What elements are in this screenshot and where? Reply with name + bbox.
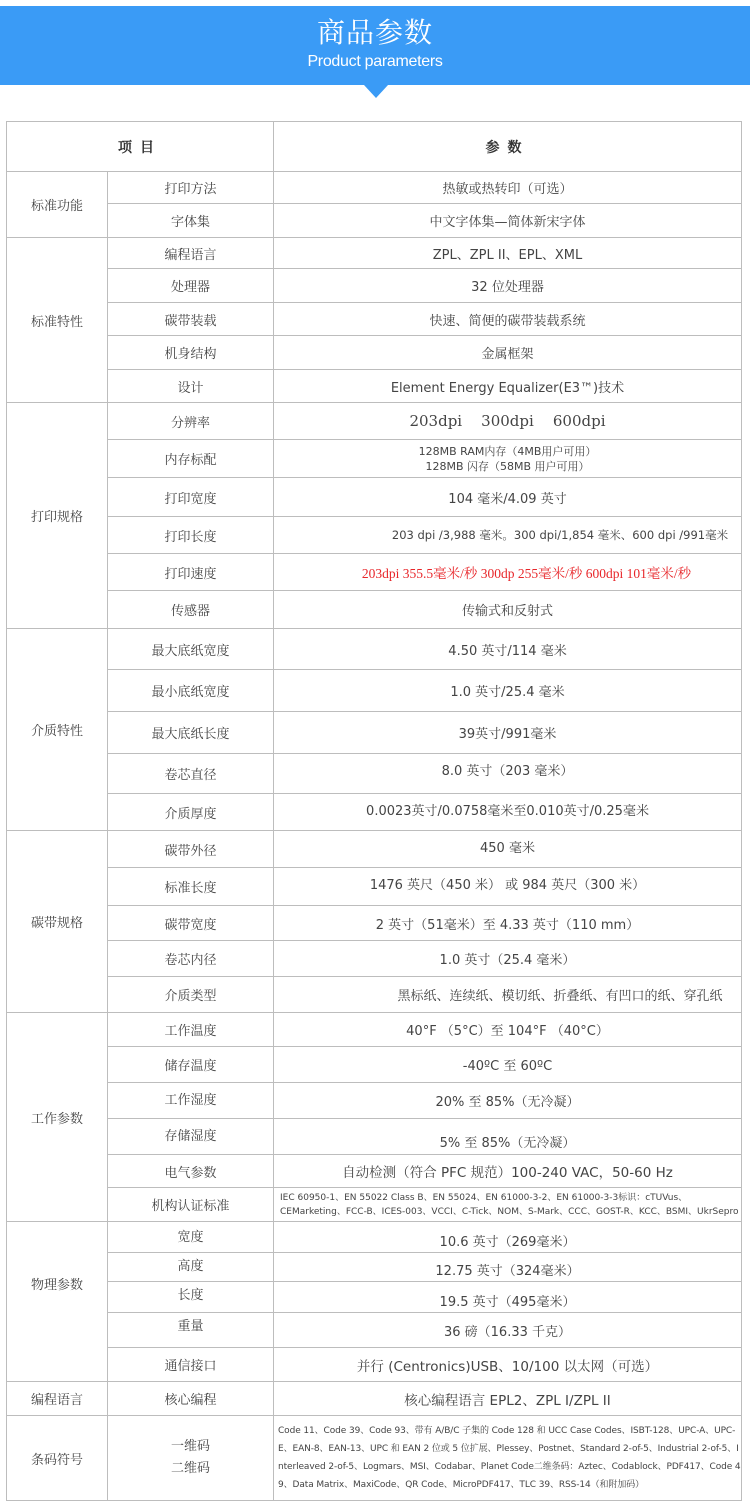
value-cell: 10.6 英寸（269毫米） — [274, 1222, 742, 1253]
item-cell: 传感器 — [108, 591, 274, 629]
category-cell: 碳带规格 — [7, 831, 108, 1013]
value-cell: 19.5 英寸（495毫米） — [274, 1282, 742, 1313]
item-cell: 高度 — [108, 1253, 274, 1282]
table-row — [7, 303, 742, 336]
item-cell: 碳带宽度 — [108, 906, 274, 941]
value-cell — [274, 440, 742, 478]
banner-title: 商品参数 — [316, 16, 433, 49]
table-row — [7, 1416, 742, 1501]
table-row — [7, 204, 742, 238]
item-cell: 设计 — [108, 370, 274, 403]
table-row — [7, 794, 742, 831]
item-cell: 介质厚度 — [108, 794, 274, 831]
item-cell: 编程语言 — [108, 238, 274, 269]
table-row — [7, 517, 742, 554]
value-cell: 5% 至 85%（无冷凝） — [274, 1119, 742, 1155]
table-row — [7, 403, 742, 440]
value-cell: 203dpi 300dpi 600dpi — [274, 403, 742, 440]
value-cell: 104 毫米/4.09 英寸 — [274, 478, 742, 517]
table-row — [7, 269, 742, 303]
item-1d-barcode: 一维码 — [170, 1439, 210, 1454]
item-cell: 机身结构 — [108, 336, 274, 370]
item-cell: 长度 — [108, 1282, 274, 1313]
item-cell: 打印速度 — [108, 554, 274, 591]
item-cell — [108, 1416, 274, 1501]
table-row — [7, 1083, 742, 1119]
table-row — [7, 754, 742, 794]
table-row — [7, 478, 742, 517]
value-cell: 2 英寸（51毫米）至 4.33 英寸（110 mm） — [274, 906, 742, 941]
value-cell: 8.0 英寸（203 毫米） — [274, 754, 742, 794]
table-row — [7, 370, 742, 403]
item-cell: 打印方法 — [108, 172, 274, 204]
value-cell: 1.0 英寸/25.4 毫米 — [274, 670, 742, 712]
item-cell: 通信接口 — [108, 1348, 274, 1382]
banner-down-arrow-icon — [364, 85, 388, 98]
item-cell: 碳带外径 — [108, 831, 274, 868]
item-cell: 电气参数 — [108, 1155, 274, 1188]
item-cell: 重量 — [108, 1313, 274, 1348]
category-cell: 标准特性 — [7, 238, 108, 403]
table-row — [7, 868, 742, 906]
value-cell: 450 毫米 — [274, 831, 742, 868]
item-cell: 介质类型 — [108, 977, 274, 1013]
table-row — [7, 336, 742, 370]
table-row — [7, 941, 742, 977]
item-cell: 核心编程 — [108, 1382, 274, 1416]
item-cell: 最小底纸宽度 — [108, 670, 274, 712]
category-cell: 条码符号 — [7, 1416, 108, 1501]
value-cell: 39英寸/991毫米 — [274, 712, 742, 754]
value-cell: 36 磅（16.33 千克） — [274, 1313, 742, 1348]
category-cell: 标准功能 — [7, 172, 108, 238]
value-cell: 传输式和反射式 — [274, 591, 742, 629]
table-row — [7, 1047, 742, 1083]
item-cell: 存储湿度 — [108, 1119, 274, 1155]
value-cell: 快速、简便的碳带装载系统 — [274, 303, 742, 336]
item-cell: 碳带装载 — [108, 303, 274, 336]
table-header-row — [7, 122, 742, 172]
table-row — [7, 712, 742, 754]
item-cell: 工作温度 — [108, 1013, 274, 1047]
table-row — [7, 1253, 742, 1282]
table-row — [7, 906, 742, 941]
item-cell: 分辨率 — [108, 403, 274, 440]
item-cell: 打印长度 — [108, 517, 274, 554]
value-cell: 核心编程语言 EPL2、ZPL I/ZPL II — [274, 1382, 742, 1416]
table-row — [7, 591, 742, 629]
value-cell: Code 11、Code 39、Code 93、带有 A/B/C 子集的 Code 128 和 UCC Case Codes、ISBT-128、UPC-A、UPC-E、EAN-8、EAN-13、UPC 和 EAN 2 位或 5 位扩展、Plessey、Postnet、Standard 2-of-5、Industrial 2-of-5、Interleaved 2-of-5、Logmars、MSI、Codabar、Planet Code二维条码：Aztec、Codablock、PDF417、Code 49、Data Matrix、MaxiCode、QR Code、MicroPDF417、TLC 39、RSS-14（和附加码） — [274, 1416, 742, 1501]
table-row — [7, 977, 742, 1013]
value-cell: ZPL、ZPL II、EPL、XML — [274, 238, 742, 269]
item-cell: 宽度 — [108, 1222, 274, 1253]
value-cell: 金属框架 — [274, 336, 742, 370]
table-row — [7, 238, 742, 269]
table-row — [7, 670, 742, 712]
table-row — [7, 1222, 742, 1253]
value-cell: 热敏或热转印（可选） — [274, 172, 742, 204]
value-cell: 并行 (Centronics)USB、10/100 以太网（可选） — [274, 1348, 742, 1382]
category-cell: 物理参数 — [7, 1222, 108, 1382]
item-cell: 字体集 — [108, 204, 274, 238]
table-row — [7, 831, 742, 868]
item-cell: 打印宽度 — [108, 478, 274, 517]
table-row — [7, 1282, 742, 1313]
table-row — [7, 1382, 742, 1416]
item-cell: 标准长度 — [108, 868, 274, 906]
category-cell: 编程语言 — [7, 1382, 108, 1416]
item-cell: 卷芯直径 — [108, 754, 274, 794]
table-row — [7, 554, 742, 591]
product-parameters-table — [6, 121, 742, 1501]
table-row — [7, 1119, 742, 1155]
value-cell: 1.0 英寸（25.4 毫米） — [274, 941, 742, 977]
table-row — [7, 629, 742, 670]
value-cell: 中文字体集—简体新宋字体 — [274, 204, 742, 238]
category-cell: 介质特性 — [7, 629, 108, 831]
table-row — [7, 1155, 742, 1188]
value-cell: 203 dpi /3,988 毫米。300 dpi/1,854 毫米、600 dpi /991毫米 — [274, 517, 742, 554]
category-cell: 打印规格 — [7, 403, 108, 629]
banner-subtitle: Product parameters — [307, 53, 443, 70]
category-cell: 工作参数 — [7, 1013, 108, 1222]
item-cell: 最大底纸长度 — [108, 712, 274, 754]
table-row — [7, 1313, 742, 1348]
value-cell: Element Energy Equalizer(E3™)技术 — [274, 370, 742, 403]
item-cell: 最大底纸宽度 — [108, 629, 274, 670]
table-row — [7, 1348, 742, 1382]
value-cell: 203dpi 355.5毫米/秒 300dp 255毫米/秒 600dpi 101毫米/秒 — [274, 554, 742, 591]
value-cell: 12.75 英寸（324毫米） — [274, 1253, 742, 1282]
table-row — [7, 1013, 742, 1047]
value-cell: 0.0023英寸/0.0758毫米至0.010英寸/0.25毫米 — [274, 794, 742, 831]
table-row — [7, 172, 742, 204]
table-row — [7, 440, 742, 478]
value-cell: 1476 英尺（450 米） 或 984 英尺（300 米） — [274, 868, 742, 906]
item-2d-barcode: 二维码 — [170, 1461, 210, 1476]
value-cell: 20% 至 85%（无冷凝） — [274, 1083, 742, 1119]
header-param: 参数 — [274, 122, 742, 172]
header-banner — [0, 6, 750, 85]
item-cell: 储存温度 — [108, 1047, 274, 1083]
value-cell: -40ºC 至 60ºC — [274, 1047, 742, 1083]
memory-line-2: 128MB 闪存（58MB 用户可用） — [425, 459, 590, 473]
item-cell: 处理器 — [108, 269, 274, 303]
value-cell: 32 位处理器 — [274, 269, 742, 303]
value-cell: 自动检测（符合 PFC 规范）100-240 VAC，50-60 Hz — [274, 1155, 742, 1188]
value-cell: 4.50 英寸/114 毫米 — [274, 629, 742, 670]
table-row — [7, 1188, 742, 1222]
value-cell: IEC 60950-1、EN 55022 Class B、EN 55024、EN 61000-3-2、EN 61000-3-3标识：cTUVus、CEMarketing、FCC-B、ICES-003、VCCI、C-Tick、NOM、S-Mark、CCC、GOST-R、KCC、BSMI、UkrSepro — [274, 1188, 742, 1222]
value-cell: 40°F （5°C）至 104°F （40°C） — [274, 1013, 742, 1047]
item-cell: 卷芯内径 — [108, 941, 274, 977]
item-cell: 内存标配 — [108, 440, 274, 478]
header-item: 项目 — [7, 122, 274, 172]
memory-line-1: 128MB RAM内存（4MB用户可用） — [418, 444, 597, 458]
item-cell: 工作湿度 — [108, 1083, 274, 1119]
value-cell: 黑标纸、连续纸、模切纸、折叠纸、有凹口的纸、穿孔纸 — [274, 977, 742, 1013]
item-cell: 机构认证标准 — [108, 1188, 274, 1222]
